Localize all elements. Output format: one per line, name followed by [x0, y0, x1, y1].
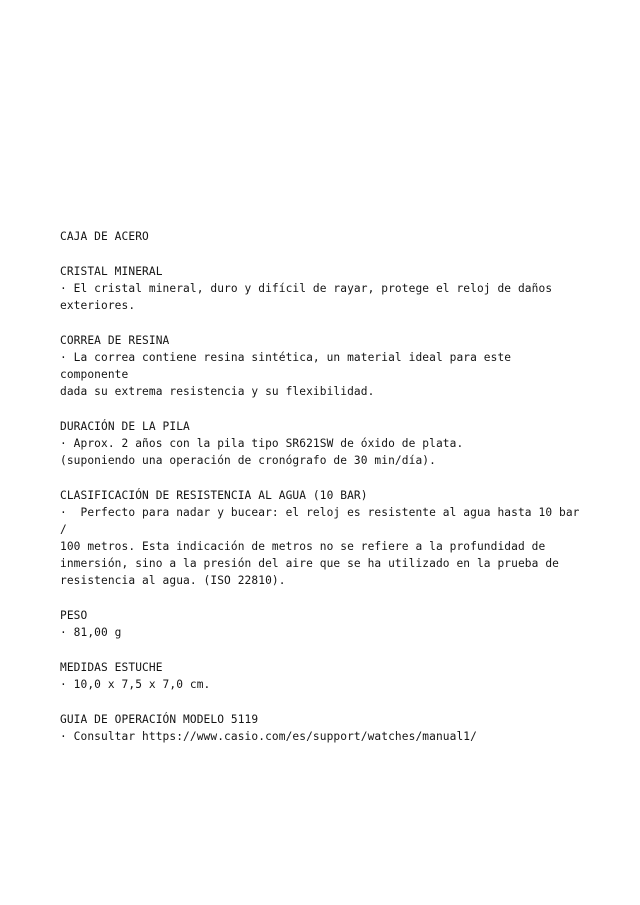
spec-block-guia-de-operacion — [60, 711, 580, 745]
spec-line: dada su extrema resistencia y su flexibilidad. — [60, 385, 375, 398]
spec-block-caja-de-acero — [60, 228, 580, 245]
spec-block-cristal-mineral — [60, 263, 580, 314]
spec-line-manual-url[interactable]: · Consultar https://www.casio.com/es/support/watches/manual1/ — [60, 730, 477, 743]
spec-block-medidas-estuche — [60, 659, 580, 693]
spec-line: · Aprox. 2 años con la pila tipo SR621SW de óxido de plata. — [60, 437, 464, 450]
spec-line: exteriores. — [60, 299, 136, 312]
spec-heading: DURACIÓN DE LA PILA — [60, 420, 190, 433]
spec-heading: CLASIFICACIÓN DE RESISTENCIA AL AGUA (10 BAR) — [60, 489, 368, 502]
spec-line: · 81,00 g — [60, 626, 122, 639]
spec-line: · 10,0 x 7,5 x 7,0 cm. — [60, 678, 211, 691]
spec-line: 100 metros. Esta indicación de metros no se refiere a la profundidad de — [60, 540, 546, 553]
spec-heading: MEDIDAS ESTUCHE — [60, 661, 163, 674]
spec-block-duracion-de-la-pila — [60, 418, 580, 469]
spec-heading: CAJA DE ACERO — [60, 230, 149, 243]
spec-heading: CRISTAL MINERAL — [60, 265, 163, 278]
spec-heading: PESO — [60, 609, 88, 622]
spec-block-peso — [60, 607, 580, 641]
spec-heading: CORREA DE RESINA — [60, 334, 170, 347]
spec-line: · La correa contiene resina sintética, un material ideal para este componente — [60, 351, 518, 381]
spec-line: (suponiendo una operación de cronógrafo de 30 min/día). — [60, 454, 436, 467]
spec-line: inmersión, sino a la presión del aire que se ha utilizado en la prueba de — [60, 557, 559, 570]
spec-block-correa-de-resina — [60, 332, 580, 400]
spec-line: · El cristal mineral, duro y difícil de rayar, protege el reloj de daños — [60, 282, 553, 295]
spec-block-resistencia-al-agua — [60, 487, 587, 589]
spec-line: · Perfecto para nadar y bucear: el reloj es resistente al agua hasta 10 bar / — [60, 506, 587, 536]
spec-heading: GUIA DE OPERACIÓN MODELO 5119 — [60, 713, 259, 726]
spec-line: resistencia al agua. (ISO 22810). — [60, 574, 286, 587]
product-specifications — [60, 228, 587, 745]
